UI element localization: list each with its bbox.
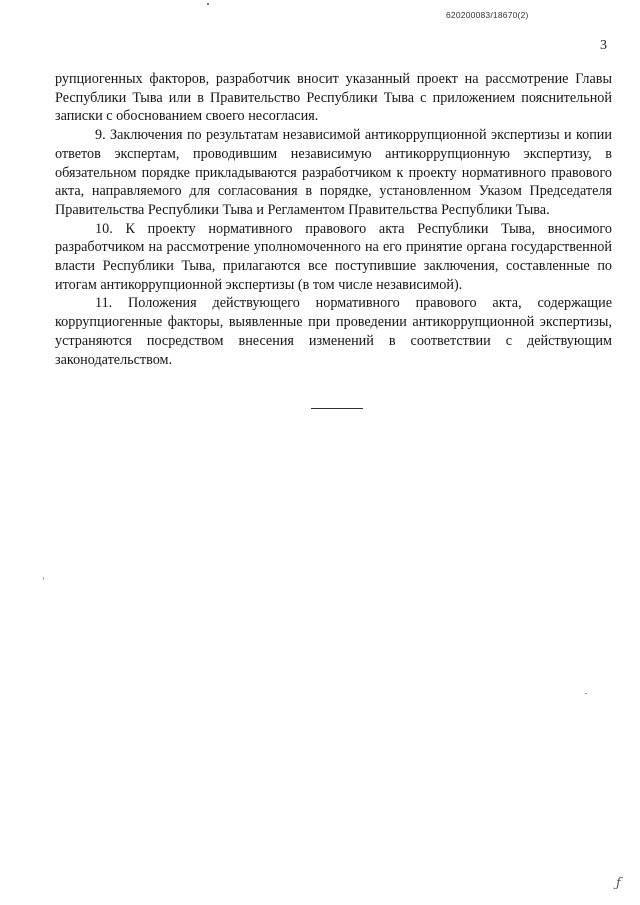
paragraph-item-9: 9. Заключения по результатам независимой антикоррупционной экспертизы и копии ответов экспертам, проводившим независимую антикоррупционную экспертизу, в обязательном порядке прикладываются разработчиком к проекту нормативного правового акта, направляемого для согласования в порядке, установленном Указом Председателя Правительства Республики Тыва и Регламентом Правительства Республики Тыва. — [55, 127, 612, 218]
scan-artifact-dot — [43, 577, 44, 580]
paragraph-continuation: рупциогенных факторов, разработчик вносит указанный проект на рассмотрение Главы Республики Тыва или в Правительство Республики Тыва с приложением пояснительной записки с обоснованием своего несогласия. — [55, 71, 612, 125]
scan-artifact-dot — [207, 3, 209, 5]
paragraph-item-11: 11. Положения действующего нормативного правового акта, содержащие коррупциогенные факторы, выявленные при проведении антикоррупционной экспертизы, устраняются посредством внесения изменений в соответствии с действующим законодательством. — [55, 295, 612, 368]
scan-artifact-dot — [585, 693, 587, 694]
handwritten-mark-icon: ƒ — [616, 876, 621, 891]
paragraph-item-10: 10. К проекту нормативного правового акта Республики Тыва, вносимого разработчиком на рассмотрение уполномоченного на его принятие органа государственной власти Республики Тыва, прилагаются все поступившие заключения, составленные по итогам антикоррупционной экспертизы (в том числе независимой). — [55, 220, 612, 293]
document-registration-number: 620200083/18670(2) — [446, 10, 529, 20]
page-number: 3 — [600, 38, 607, 53]
document-body — [55, 70, 612, 369]
closing-separator-line — [311, 408, 363, 409]
